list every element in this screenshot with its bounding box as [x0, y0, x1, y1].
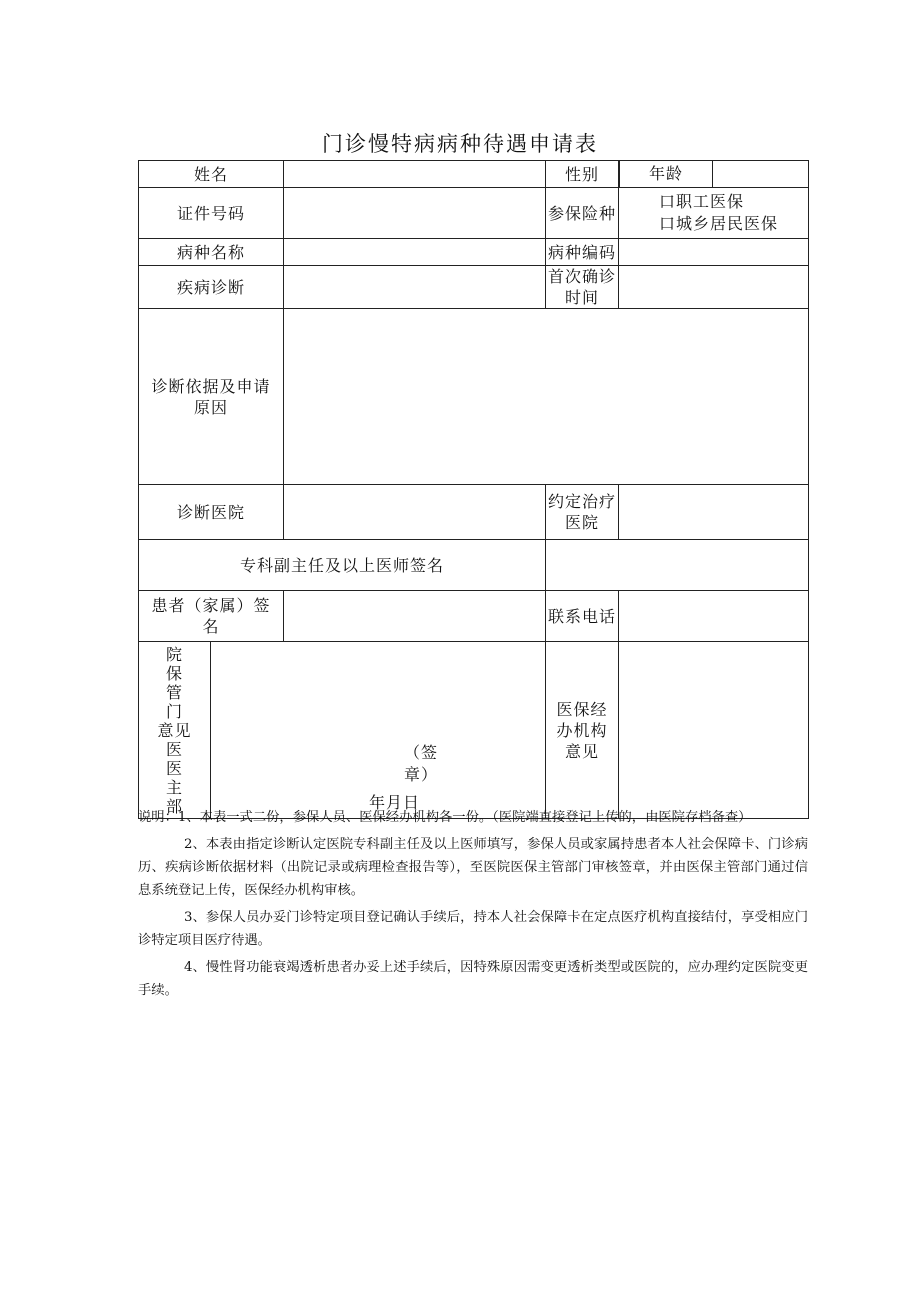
patient-sign-line1: 患者（家属）签: [151, 596, 271, 615]
checkbox-resident-insurance[interactable]: 口城乡居民医保: [659, 214, 779, 233]
form-title: 门诊慢特病病种待遇申请表: [322, 132, 598, 156]
note-3: 3、参保人员办妥门诊特定项目登记确认手续后，持本人社会保障卡在定点医疗机构直接结付，享受相应门诊特定项目医疗待遇。: [138, 910, 808, 948]
disease-name-field[interactable]: [284, 239, 546, 266]
diagnosis-hospital-field[interactable]: [284, 485, 546, 540]
application-form-table: [138, 160, 809, 819]
checkbox-employee-insurance[interactable]: 口职工医保: [659, 192, 745, 211]
patient-signature-label: [139, 591, 284, 642]
diagnosis-label: 疾病诊断: [139, 266, 284, 309]
disease-name-label: 病种名称: [139, 239, 284, 266]
dept-char: 主: [165, 777, 183, 797]
age-field[interactable]: [713, 161, 809, 188]
agency-line2: 办机构: [556, 720, 608, 740]
gender-field[interactable]: [619, 161, 713, 188]
insurance-type-options: [619, 188, 809, 239]
first-diagnosis-time-field[interactable]: [619, 266, 809, 309]
note-1: 说明：1、本表一式二份，参保人员、医保经办机构各一份。（医院端直接登记上传的，由医院存档备查）: [138, 810, 752, 825]
name-field[interactable]: [284, 161, 546, 188]
basis-label-line1: 诊断依据及申请: [151, 376, 271, 396]
agreed-hospital-label: 约定治疗医院: [546, 485, 619, 540]
dept-char: 医: [165, 758, 183, 778]
agency-opinion-label: [546, 642, 619, 819]
dept-char: 意见: [157, 720, 192, 740]
agency-line1: 医保经: [556, 699, 608, 719]
agency-line3: 意见: [565, 741, 600, 761]
insurance-type-label: 参保险种: [546, 188, 619, 239]
id-number-label: 证件号码: [139, 188, 284, 239]
gender-label: 性别: [546, 161, 619, 188]
diagnosis-hospital-label: 诊断医院: [139, 485, 284, 540]
stamp-line2: 章）: [403, 765, 438, 784]
agency-opinion-field[interactable]: [619, 642, 809, 819]
disease-code-label: 病种编码: [546, 239, 619, 266]
dept-char: 部: [165, 796, 183, 816]
stamp-text: [401, 742, 441, 786]
hospital-opinion-field[interactable]: [211, 642, 546, 819]
stamp-line1: （签: [403, 743, 438, 762]
dept-char: 保: [165, 663, 183, 683]
agreed-hospital-field[interactable]: [619, 485, 809, 540]
note-4: 4、慢性肾功能衰竭透析患者办妥上述手续后，因特殊原因需变更透析类型或医院的，应办理约定医院变更手续。: [138, 960, 808, 998]
diagnosis-field[interactable]: [284, 266, 546, 309]
id-number-field[interactable]: [284, 188, 546, 239]
dept-char: 医: [165, 739, 183, 759]
basis-reason-label: [139, 309, 284, 485]
patient-signature-field[interactable]: [284, 591, 546, 642]
basis-label-line2: 原因: [194, 397, 229, 417]
basis-reason-field[interactable]: [284, 309, 809, 485]
dept-char: 管: [165, 682, 183, 702]
stamp-date: 年月日: [369, 793, 421, 812]
phone-label: 联系电话: [546, 591, 619, 642]
name-label: 姓名: [139, 161, 284, 188]
doctor-signature-field[interactable]: [546, 540, 809, 591]
note-2: 2、本表由指定诊断认定医院专科副主任及以上医师填写，参保人员或家属持患者本人社会保障卡、门诊病历、疾病诊断依据材料（出院记录或病理检查报告等），至医院医保主管部门审核签章，并由医保主管部门通过信息系统登记上传，医保经办机构审核。: [138, 837, 808, 898]
dept-char: 院: [165, 644, 183, 664]
patient-sign-line2: 名: [202, 617, 220, 636]
dept-char: 门: [165, 701, 183, 721]
phone-field[interactable]: [619, 591, 809, 642]
doctor-signature-label: 专科副主任及以上医师签名: [139, 540, 546, 591]
notes-section: [138, 806, 808, 1006]
first-diagnosis-time-label: 首次确诊时间: [546, 266, 619, 309]
age-label: 年龄: [649, 164, 684, 183]
hospital-insurance-dept-label: [139, 642, 211, 819]
disease-code-field[interactable]: [619, 239, 809, 266]
